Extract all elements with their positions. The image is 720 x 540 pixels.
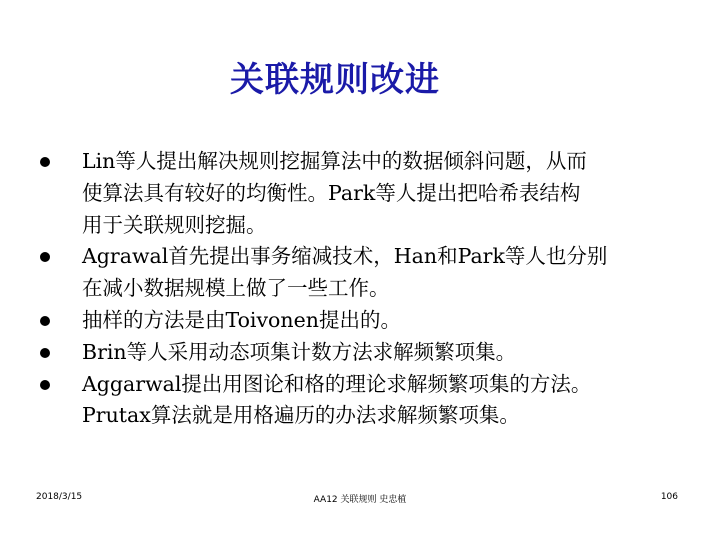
bullet-text-line: Brin等人采用动态项集计数方法求解频繁项集。	[82, 339, 517, 364]
bullet-list	[40, 146, 702, 432]
bullet-text-line: Aggarwal提出用图论和格的理论求解频繁项集的方法。	[82, 371, 592, 396]
footer-title: AA12 关联规则 史忠植	[313, 495, 407, 505]
bullet-dot-icon	[40, 252, 50, 262]
bullet-dot-icon	[40, 348, 50, 358]
bullet-item	[40, 337, 702, 369]
page-number: 106	[660, 492, 678, 502]
bullet-dot-icon	[40, 316, 50, 326]
bullet-item	[40, 369, 702, 433]
footer-date: 2018/3/15	[36, 492, 83, 502]
bullet-text-line: Prutax算法就是用格遍历的办法求解频繁项集。	[82, 403, 520, 428]
bullet-dot-icon	[40, 380, 50, 390]
bullet-text-line: 在减小数据规模上做了一些工作。	[82, 276, 390, 301]
bullet-item	[40, 146, 702, 241]
bullet-text-line: 用于关联规则挖掘。	[82, 212, 267, 237]
bullet-text-line: 抽样的方法是由Toivonen提出的。	[82, 307, 401, 332]
bullet-text-line: 使算法具有较好的均衡性。Park等人提出把哈希表结构	[82, 180, 581, 205]
bullet-text-line: Agrawal首先提出事务缩减技术，Han和Park等人也分别	[82, 244, 608, 269]
slide-title: 关联规则改进	[230, 60, 440, 100]
bullet-item	[40, 241, 702, 305]
bullet-item	[40, 305, 702, 337]
bullet-text-line: Lin等人提出解决规则挖掘算法中的数据倾斜问题，从而	[82, 149, 587, 173]
bullet-dot-icon	[40, 157, 50, 167]
